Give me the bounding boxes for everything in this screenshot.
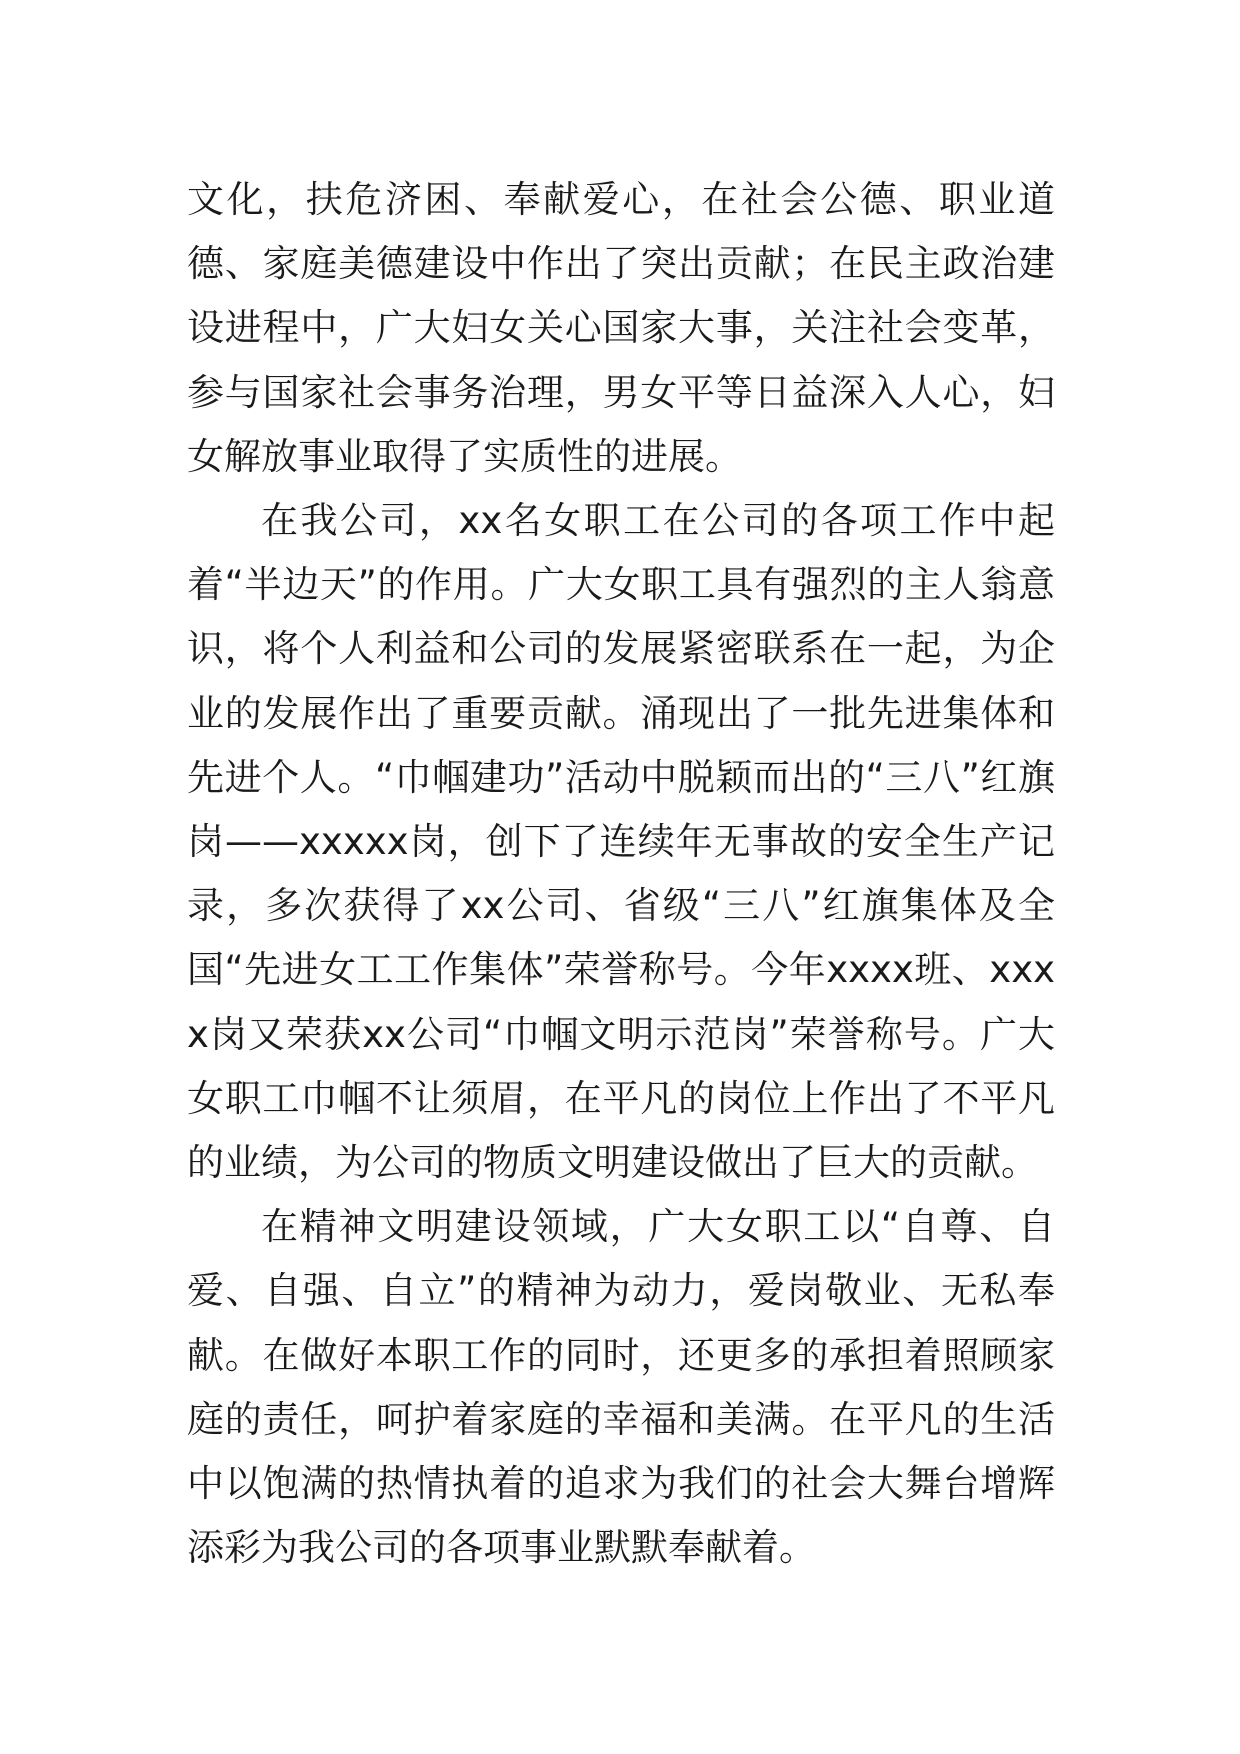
paragraph-2: 在我公司，xx名女职工在公司的各项工作中起着“半边天”的作用。广大女职工具有强烈的主人翁意识，将个人利益和公司的发展紧密联系在一起，为企业的发展作出了重要贡献。涌现出了一批先进集体和先进个人。“巾帼建功”活动中脱颖而出的“三八”红旗岗——xxxxx岗，创下了连续年无事故的安全生产记录，多次获得了xx公司、省级“三八”红旗集体及全国“先进女工工作集体”荣誉称号。今年xxxx班、xxxx岗又荣获xx公司“巾帼文明示范岗”荣誉称号。广大女职工巾帼不让须眉，在平凡的岗位上作出了不平凡的业绩，为公司的物质文明建设做出了巨大的贡献。 (187, 499, 1055, 1185)
document-body (187, 168, 1055, 1580)
paragraph-3: 在精神文明建设领域，广大女职工以“自尊、自爱、自强、自立”的精神为动力，爱岗敬业、无私奉献。在做好本职工作的同时，还更多的承担着照顾家庭的责任，呵护着家庭的幸福和美满。在平凡的生活中以饱满的热情执着的追求为我们的社会大舞台增辉添彩为我公司的各项事业默默奉献着。 (187, 1205, 1055, 1570)
paragraph-1: 文化，扶危济困、奉献爱心，在社会公德、职业道德、家庭美德建设中作出了突出贡献；在民主政治建设进程中，广大妇女关心国家大事，关注社会变革，参与国家社会事务治理，男女平等日益深入人心，妇女解放事业取得了实质性的进展。 (187, 178, 1055, 478)
